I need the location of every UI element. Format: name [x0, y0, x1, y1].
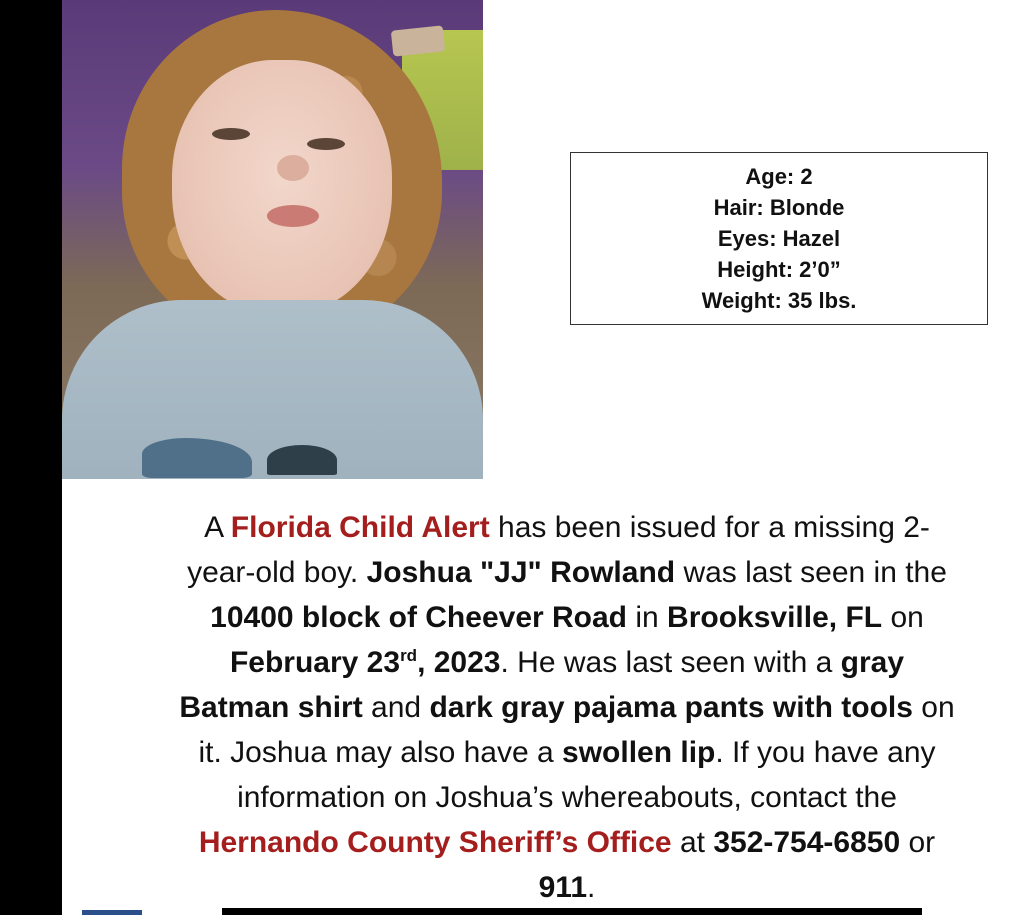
- age-stat: Age: 2: [745, 164, 813, 189]
- alert-line-4: [62, 640, 1024, 685]
- alert-text: it. Joshua may also have a: [198, 736, 563, 769]
- alert-line-1: [62, 505, 1024, 550]
- alert-text: information on Joshua’s whereabouts, contact the: [237, 781, 897, 814]
- alert-program-name: Florida Child Alert: [230, 511, 490, 544]
- alert-text: on: [912, 691, 955, 724]
- date-ordinal: rd: [400, 646, 418, 665]
- photo-shirt-dinosaur-print-2: [267, 445, 337, 475]
- alert-text: year-old boy.: [187, 556, 367, 589]
- photo-face: [172, 60, 392, 315]
- bottom-logo-edge: [82, 910, 142, 915]
- alert-line-8: [62, 820, 1024, 865]
- alert-text: and: [362, 691, 430, 724]
- alert-text: has been issued for a missing 2-: [489, 511, 930, 544]
- missing-child-flyer: [62, 0, 1024, 915]
- date-month-day: February 23: [229, 646, 401, 679]
- alert-text: in: [627, 601, 668, 634]
- alert-text: . He was last seen with a: [500, 646, 841, 679]
- alert-text: was last seen in the: [675, 556, 947, 589]
- weight-stat: Weight: 35 lbs.: [701, 288, 857, 313]
- alert-line-5: [62, 685, 1024, 730]
- emergency-number: 911: [538, 871, 588, 904]
- last-seen-city: Brooksville, FL: [667, 601, 883, 634]
- alert-line-9: [62, 865, 1024, 910]
- agency-phone: 352-754-6850: [713, 826, 901, 859]
- last-seen-date: [230, 646, 501, 679]
- height-stat: Height: 2’0”: [717, 257, 841, 282]
- alert-text: or: [900, 826, 936, 859]
- bottom-banner-edge: [222, 908, 922, 915]
- alert-text: A: [204, 511, 231, 544]
- photo-right-eye: [307, 138, 345, 150]
- alert-line-3: [62, 595, 1024, 640]
- hair-stat: Hair: Blonde: [713, 195, 845, 220]
- child-photo: [62, 0, 483, 479]
- clothing-color: gray: [840, 646, 905, 679]
- alert-text: . If you have any: [715, 736, 936, 769]
- injury-note: swollen lip: [562, 736, 716, 769]
- child-name: Joshua "JJ" Rowland: [366, 556, 676, 589]
- alert-text: .: [587, 871, 596, 904]
- alert-line-6: [62, 730, 1024, 775]
- clothing-pants: dark gray pajama pants with tools: [429, 691, 913, 724]
- eyes-stat: Eyes: Hazel: [717, 226, 841, 251]
- alert-text: on: [882, 601, 924, 634]
- photo-left-eye: [212, 128, 250, 140]
- photo-mouth: [267, 205, 319, 227]
- photo-nose: [277, 155, 309, 181]
- alert-text: at: [671, 826, 714, 859]
- alert-line-7: [62, 775, 1024, 820]
- description-box: [570, 152, 988, 325]
- alert-paragraph: [62, 505, 1024, 910]
- clothing-shirt: Batman shirt: [179, 691, 363, 724]
- date-year: , 2023: [417, 646, 501, 679]
- alert-line-2: [62, 550, 1024, 595]
- last-seen-address: 10400 block of Cheever Road: [210, 601, 628, 634]
- agency-name: Hernando County Sheriff’s Office: [198, 826, 672, 859]
- photo-background-sign: [391, 25, 445, 56]
